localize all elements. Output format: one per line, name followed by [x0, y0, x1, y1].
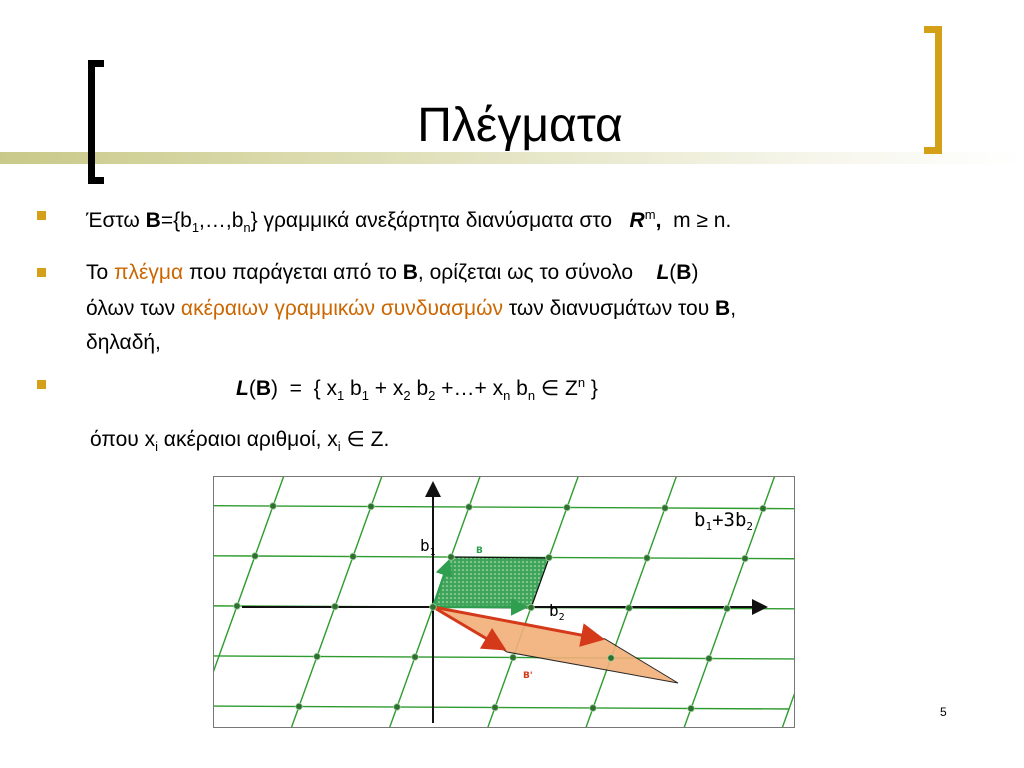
text-segment: ∈ Z.: [340, 428, 390, 451]
lattice-node: [662, 505, 669, 512]
subscript: i: [337, 439, 341, 455]
lattice-node: [644, 555, 651, 562]
text-segment: , ορίζεται ως το σύνολο: [417, 261, 634, 284]
subscript: 2: [428, 388, 436, 404]
text-segment: ∈ Z: [535, 377, 578, 400]
text-segment: ): [271, 377, 278, 400]
lattice-node: [252, 553, 259, 560]
lattice-node: [724, 605, 731, 612]
symbol-B: B: [255, 377, 271, 400]
text-segment: (: [669, 261, 677, 284]
text-segment: +…+ x: [435, 377, 504, 400]
grid-line-horizontal: [214, 506, 794, 510]
lattice-node: [626, 605, 633, 612]
lattice-node: [608, 655, 615, 662]
text-segment: (: [248, 377, 256, 400]
symbol-L: L: [236, 377, 249, 400]
page-number: 5: [940, 705, 947, 719]
text-segment: ={b: [160, 209, 192, 232]
lattice-node: [688, 705, 695, 712]
fundamental-parallelogram: [433, 557, 549, 608]
text-segment: b: [510, 377, 528, 400]
left-bracket-decoration: [88, 60, 104, 184]
label-b1-plus-3b2: $b_1+3b_2$: [694, 509, 754, 533]
subscript: i: [155, 439, 158, 455]
lattice-diagram: [213, 476, 795, 728]
label-B-prime: B': [523, 671, 533, 681]
integer-coefficients-note: [90, 425, 389, 462]
lattice-node: [332, 603, 339, 610]
bullet-2-line-2: [86, 294, 736, 324]
text-segment: των διανυσμάτων του: [503, 297, 716, 320]
lattice-node: [590, 705, 597, 712]
lattice-node: [296, 703, 303, 710]
text-segment: Το: [86, 261, 115, 284]
text-segment: ,: [655, 209, 662, 232]
grid-line-slanted: [575, 477, 683, 727]
bullet-marker: [37, 380, 46, 389]
subscript: n: [243, 220, 251, 236]
lattice-node: [564, 504, 571, 511]
lattice-node: [706, 655, 713, 662]
text-segment: Έστω: [86, 209, 146, 232]
lattice-node: [528, 604, 535, 611]
bullet-1-text: [86, 200, 731, 243]
superscript: n: [577, 375, 586, 390]
text-segment: ακέραιοι αριθμοί, x: [157, 428, 338, 451]
text-segment: }: [585, 377, 598, 400]
text-segment: } γραμμικά ανεξάρτητα διανύσματα στο: [250, 209, 613, 232]
lattice-node: [742, 555, 749, 562]
symbol-B: B: [145, 209, 161, 232]
lattice-node: [448, 554, 455, 561]
subscript: 1: [191, 220, 200, 236]
symbol-L: L: [656, 261, 670, 284]
text-segment: ,: [730, 297, 737, 320]
subscript: 2: [403, 388, 411, 404]
symbol-B: B: [402, 261, 418, 284]
lattice-node: [510, 654, 517, 661]
text-segment: όπου x: [90, 428, 156, 451]
slide-title: Πλέγματα: [417, 99, 623, 152]
lattice-node: [412, 654, 419, 661]
equals-sign: =: [289, 377, 302, 400]
bullet-marker: [37, 211, 46, 220]
lattice-node: [314, 653, 321, 660]
lattice-diagram-svg: [214, 477, 794, 727]
bullet-2-line-1: [86, 258, 698, 288]
lattice-node: [234, 603, 241, 610]
symbol-B: B: [676, 261, 692, 284]
symbol-R: R: [629, 209, 645, 232]
lattice-node: [466, 504, 473, 511]
superscript: m: [644, 207, 656, 222]
highlight-lattice: πλέγμα: [114, 261, 184, 284]
text-segment: ,…,b: [199, 209, 244, 232]
symbol-B: B: [715, 297, 731, 320]
lattice-node: [394, 704, 401, 711]
lattice-definition-formula: [236, 368, 598, 411]
text-segment: + x: [368, 377, 404, 400]
text-segment: ): [691, 261, 699, 284]
lattice-node: [546, 554, 553, 561]
bullet-marker: [37, 268, 46, 277]
bullet-2-line-3: δηλαδή,: [86, 331, 161, 354]
label-B: B: [476, 546, 483, 556]
label-b1: $b_1$: [420, 536, 436, 558]
lattice-node: [492, 704, 499, 711]
subscript: n: [527, 388, 536, 404]
right-bracket-decoration: [924, 26, 942, 154]
grid-line-slanted: [281, 477, 389, 727]
highlight-integer-combinations: ακέραιων γραμμικών συνδυασμών: [180, 297, 504, 320]
lattice-node: [760, 505, 767, 512]
lattice-node: [350, 553, 357, 560]
grid-line-slanted: [771, 477, 794, 727]
text-segment: b: [344, 377, 362, 400]
label-b2: $b_2$: [549, 601, 565, 623]
grid-line-slanted: [214, 477, 291, 727]
condition-text: m ≥ n.: [673, 209, 732, 232]
text-segment: όλων των: [86, 297, 181, 320]
subscript: 1: [336, 388, 345, 404]
text-segment: { x: [313, 377, 337, 400]
subscript: n: [503, 388, 511, 404]
lattice-node: [430, 604, 437, 611]
lattice-node: [270, 503, 277, 510]
subscript: 1: [361, 388, 369, 404]
text-segment: που παράγεται από το: [183, 261, 403, 284]
lattice-node: [368, 503, 375, 510]
text-segment: b: [410, 377, 429, 400]
